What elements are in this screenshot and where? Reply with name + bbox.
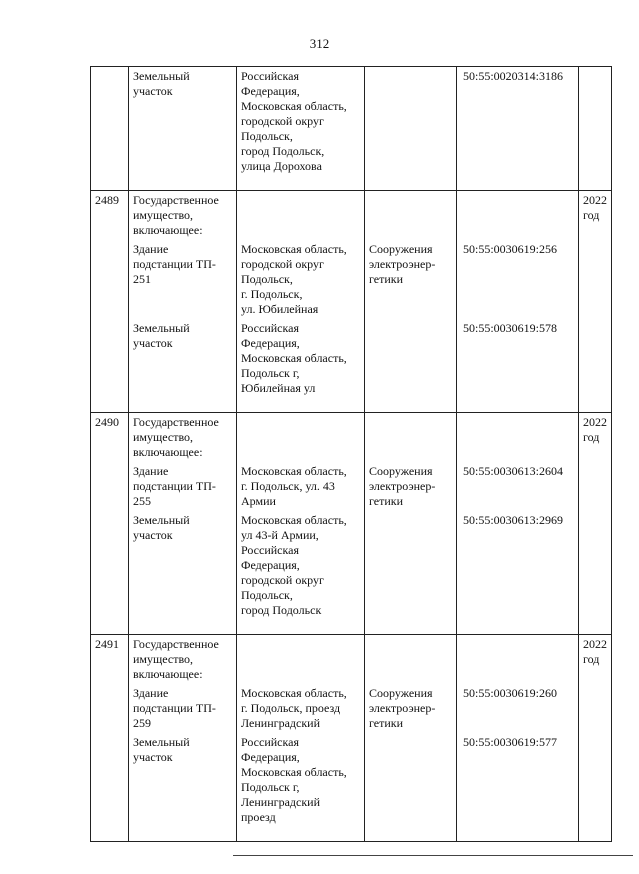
object-purpose: Сооружения электроэнер- гетики [365,684,457,733]
row-spacer [91,176,612,191]
cadastral-number: 50:55:0030613:2969 [457,511,579,620]
table-row [91,319,612,398]
cadastral-number: 50:55:0020314:3186 [457,67,579,177]
cadastral-number: 50:55:0030619:260 [457,684,579,733]
object-purpose [365,511,457,620]
object-name: Земельный участок [129,67,237,177]
object-address: Московская область, ул 43-й Армии, Российская Федерация, городской округ Подольск, город Подольск [237,511,365,620]
table-row [91,684,612,733]
row-spacer [91,620,612,635]
cadastral-number: 50:55:0030613:2604 [457,462,579,511]
object-purpose: Сооружения электроэнер- гетики [365,462,457,511]
object-address: Российская Федерация, Московская область, городской округ Подольск, город Подольск, улица Дорохова [237,67,365,177]
record-header: Государственное имущество, включающее: [129,413,237,463]
cadastral-number: 50:55:0030619:256 [457,240,579,319]
object-name: Здание подстанции ТП- 251 [129,240,237,319]
transfer-year: 2022 год [579,635,612,685]
object-name: Земельный участок [129,733,237,827]
page-bottom-rule [233,855,633,856]
property-register-table [90,66,612,842]
object-address: Московская область, городской округ Подольск, г. Подольск, ул. Юбилейная [237,240,365,319]
table-row [91,462,612,511]
object-purpose [365,67,457,177]
table-row [91,413,612,463]
transfer-year: 2022 год [579,413,612,463]
object-name: Земельный участок [129,511,237,620]
object-purpose [365,319,457,398]
object-name: Земельный участок [129,319,237,398]
table-row [91,511,612,620]
record-number: 2491 [91,635,129,685]
cadastral-number: 50:55:0030619:578 [457,319,579,398]
table-row [91,635,612,685]
table-row [91,733,612,827]
object-name: Здание подстанции ТП- 259 [129,684,237,733]
object-address: Российская Федерация, Московская область, Подольск г, Юбилейная ул [237,319,365,398]
record-number [91,67,129,177]
page-number: 312 [309,36,330,51]
object-address: Московская область, г. Подольск, ул. 43 Армии [237,462,365,511]
record-header: Государственное имущество, включающее: [129,191,237,241]
transfer-year [579,67,612,177]
object-name: Здание подстанции ТП- 255 [129,462,237,511]
cadastral-number: 50:55:0030619:577 [457,733,579,827]
table-row [91,240,612,319]
object-purpose: Сооружения электроэнер- гетики [365,240,457,319]
record-number: 2490 [91,413,129,463]
transfer-year: 2022 год [579,191,612,241]
object-address: Московская область, г. Подольск, проезд Ленинградский [237,684,365,733]
table-row [91,191,612,241]
object-address: Российская Федерация, Московская область, Подольск г, Ленинградский проезд [237,733,365,827]
object-purpose [365,733,457,827]
record-number: 2489 [91,191,129,241]
table-row [91,67,612,177]
record-header: Государственное имущество, включающее: [129,635,237,685]
row-spacer [91,827,612,842]
row-spacer [91,398,612,413]
